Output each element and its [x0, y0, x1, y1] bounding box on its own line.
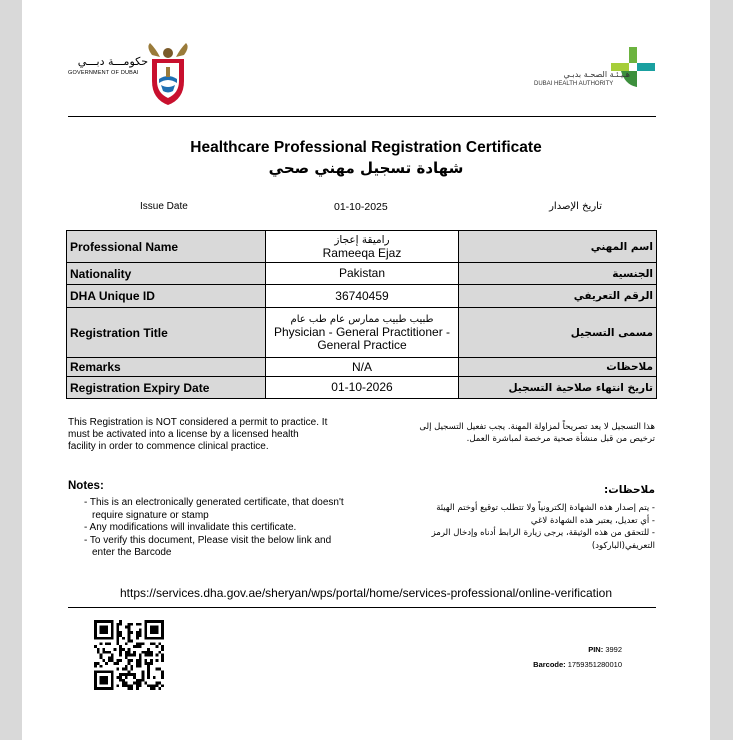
row-value-english: Rameeqa Ejaz: [322, 245, 402, 260]
list-item: - يتم إصدار هذه الشهادة إلكترونياً ولا تتطلب توقيع أوختم الهيئة: [436, 503, 655, 513]
row-value: [266, 231, 459, 263]
row-value-arabic: طبيب طبيب ممارس عام طب عام: [290, 314, 434, 325]
notes-heading-arabic: ملاحظات:: [604, 484, 655, 496]
table-row: [67, 308, 657, 358]
list-item: - للتحقق من هذه الوثيقة، يرجى زيارة الرابط أدناه وإدخال الرمز التعريفي(الباركود): [431, 528, 655, 551]
pin-value: 3992: [605, 645, 622, 654]
footer-divider: [68, 607, 656, 608]
pin-label: PIN:: [588, 645, 604, 654]
certificate-title-english: Healthcare Professional Registration Certificate: [190, 139, 542, 156]
row-label-arabic: الجنسية: [459, 263, 657, 285]
dha-logo: [607, 45, 659, 89]
gov-dubai-arabic: حكومـــة دبـــي: [77, 55, 148, 68]
barcode-value: 1759351280010: [567, 660, 622, 669]
table-row: [67, 358, 657, 377]
row-label: Nationality: [67, 263, 266, 285]
gov-dubai-english: GOVERNMENT OF DUBAI: [68, 70, 139, 76]
table-row: [67, 285, 657, 308]
row-label: DHA Unique ID: [67, 285, 266, 308]
table-row: [67, 377, 657, 399]
row-label-arabic: اسم المهني: [459, 231, 657, 263]
issue-date-value: 01-10-2025: [334, 201, 388, 213]
issue-date-label-arabic: تاريخ الإصدار: [549, 201, 602, 212]
barcode: [533, 660, 622, 669]
barcode-label: Barcode:: [533, 660, 566, 669]
row-value: [266, 308, 459, 358]
header-divider: [68, 116, 656, 117]
dha-english-name: DUBAI HEALTH AUTHORITY: [534, 81, 614, 87]
list-item: - To verify this document, Please visit the below link and enter the Barcode: [84, 534, 332, 558]
list-item: - أي تعديل، يعتبر هذه الشهادة لاغي: [530, 515, 655, 526]
row-value-english: Physician - General Practitioner - General Practice: [273, 325, 451, 352]
row-label: Remarks: [67, 358, 266, 377]
table-row: [67, 263, 657, 285]
verification-link[interactable]: https://services.dha.gov.ae/sheryan/wps/portal/home/services-professional/online-verification: [119, 586, 613, 600]
row-label-arabic: مسمى التسجيل: [459, 308, 657, 358]
row-label-arabic: تاريخ انتهاء صلاحية التسجيل: [459, 377, 657, 399]
pin: [588, 645, 622, 654]
row-value: 01-10-2026: [266, 377, 459, 399]
qr-code: [94, 620, 164, 690]
dha-arabic-name: هـيـئـة الصحـة بدبـي: [563, 70, 630, 79]
issue-date-label: Issue Date: [140, 201, 188, 212]
row-value: Pakistan: [266, 263, 459, 285]
row-label: Registration Expiry Date: [67, 377, 266, 399]
notes-list: [84, 497, 354, 560]
disclaimer-english: This Registration is NOT considered a permit to practice. It must be activated into a license by a licensed health facility in order to commence clinical practice.: [68, 417, 328, 452]
row-value: N/A: [266, 358, 459, 377]
notes-heading: Notes:: [68, 480, 104, 492]
notes-list-arabic: [382, 502, 655, 552]
dubai-crest-logo: [144, 41, 192, 107]
list-item: - Any modifications will invalidate this certificate.: [84, 522, 297, 533]
certificate-title-arabic: شهادة تسجيل مهني صحي: [268, 159, 464, 177]
row-value-arabic: راميقة إعجاز: [334, 233, 390, 246]
table-row: [67, 231, 657, 263]
certificate-page: [22, 0, 710, 740]
list-item: - This is an electronically generated certificate, that doesn't require signature or stamp: [84, 497, 344, 521]
disclaimer-arabic: هذا التسجيل لا يعد تصريحاً لمزاولة المهنة. يجب تفعيل التسجيل إلى ترخيص من قبل منشأة صحية مرخصة لمباشرة العمل.: [419, 422, 655, 444]
row-value: 36740459: [266, 285, 459, 308]
row-label-arabic: الرقم التعريفي: [459, 285, 657, 308]
registration-table: [66, 230, 657, 399]
row-label: Registration Title: [67, 308, 266, 358]
row-label: Professional Name: [67, 231, 266, 263]
row-label-arabic: ملاحظات: [459, 358, 657, 377]
